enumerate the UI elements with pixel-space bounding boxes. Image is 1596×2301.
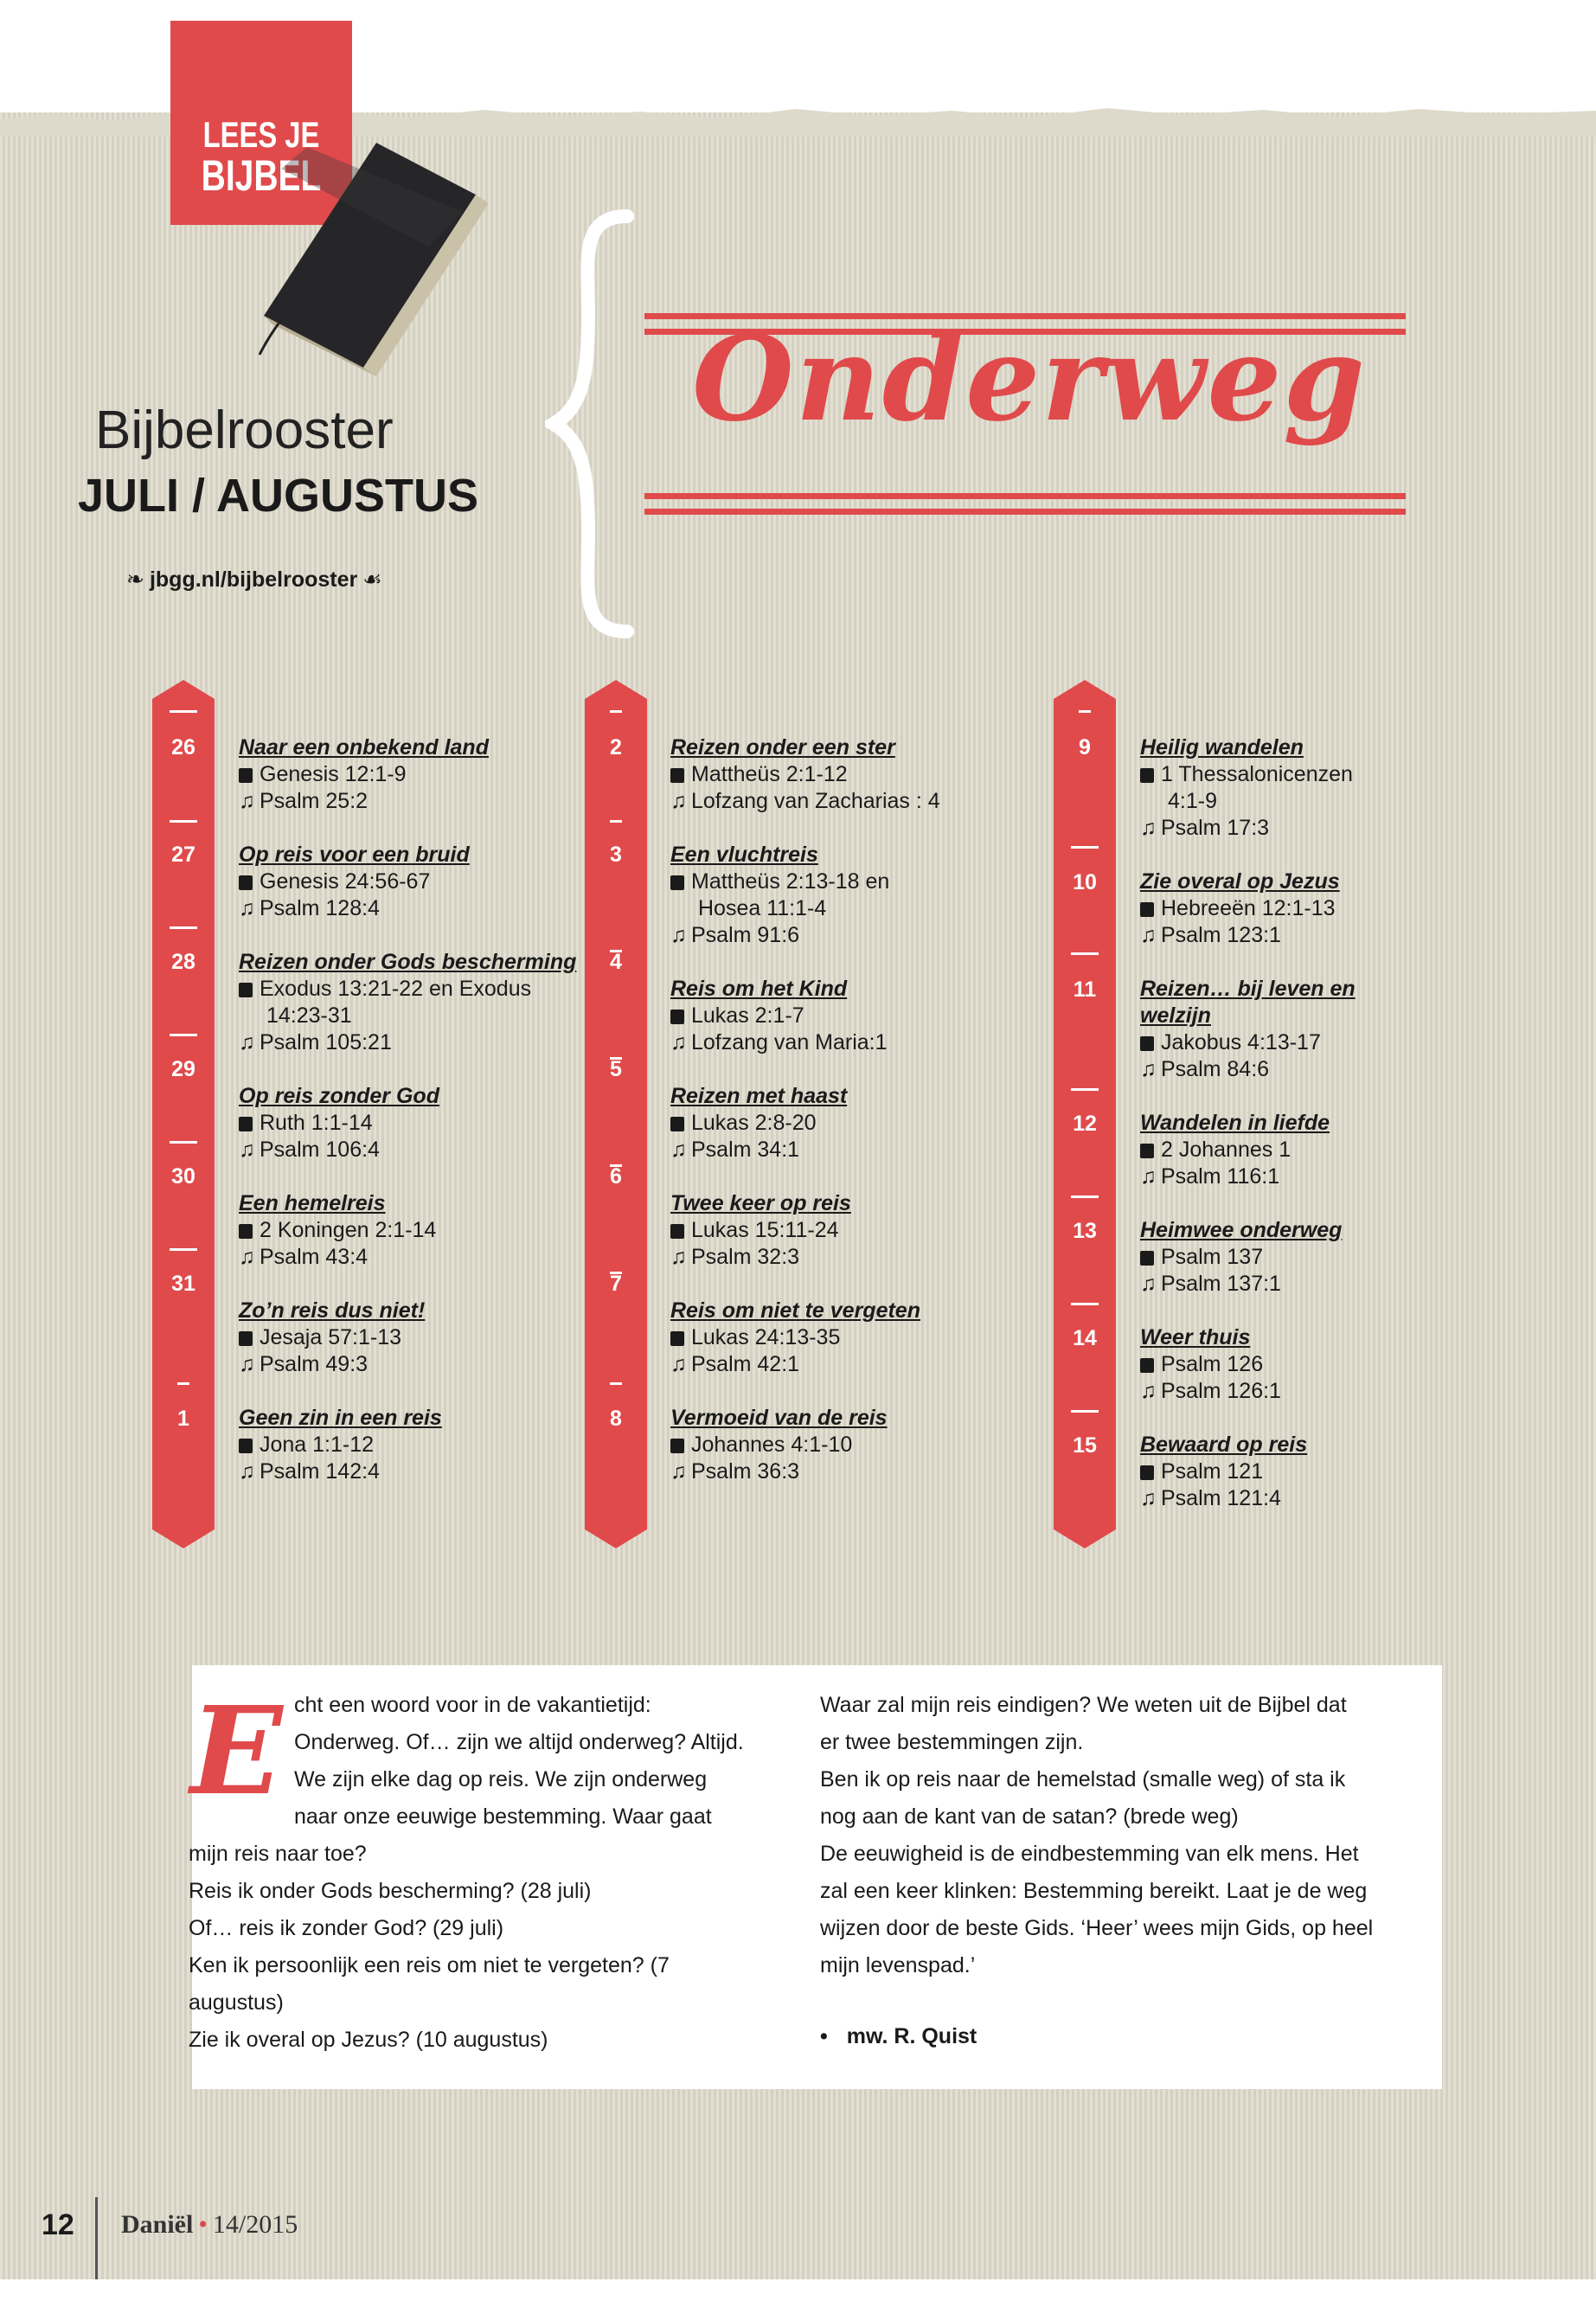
day-number: 29 [171, 1057, 195, 1081]
book-icon [670, 1224, 684, 1239]
schedule-entry [1140, 1217, 1342, 1298]
drop-cap: E [190, 1681, 283, 1823]
music-note-icon: ♫ [239, 896, 255, 920]
day-number: 15 [1073, 1433, 1097, 1458]
schedule-entry [239, 1298, 425, 1378]
day-divider [170, 1034, 197, 1036]
day-number: 3 [610, 843, 622, 867]
entry-reading: Psalm 121 [1161, 1459, 1264, 1484]
entry-title: Een vluchtreis [670, 843, 818, 867]
day-divider [610, 710, 622, 713]
entry-reading: Lukas 2:8-20 [691, 1111, 817, 1135]
entry-title: Op reis zonder God [239, 1084, 439, 1108]
entry-song: Psalm 105:21 [260, 1030, 392, 1054]
day-divider [170, 926, 197, 929]
entry-song: Psalm 123:1 [1161, 923, 1281, 947]
curly-brace-decoration [545, 208, 640, 640]
title-rule-bottom-1 [644, 493, 1406, 499]
schedule-entry [239, 1190, 436, 1271]
day-number: 9 [1079, 735, 1091, 760]
entry-title: Bewaard op reis [1140, 1433, 1308, 1457]
music-note-icon: ♫ [670, 1352, 687, 1376]
book-icon [670, 1009, 684, 1024]
day-number: 14 [1073, 1326, 1097, 1350]
entry-reading: Genesis 12:1-9 [260, 762, 407, 786]
entry-reading: Psalm 137 [1161, 1245, 1264, 1269]
entry-title: Geen zin in een reis [239, 1406, 442, 1430]
entry-title: Zie overal op Jezus [1140, 869, 1340, 894]
article-column-1 [189, 1681, 760, 2059]
music-note-icon: ♫ [670, 1030, 687, 1054]
article-line: Reis ik onder Gods bescherming? (28 juli) [189, 1879, 592, 1903]
entry-title: Reizen met haast [670, 1084, 848, 1108]
entry-reading: Ruth 1:1-14 [260, 1111, 373, 1135]
entry-reading: Psalm 126 [1161, 1352, 1264, 1376]
entry-title: Reis om het Kind [670, 977, 848, 1001]
article-author [820, 2024, 977, 2049]
author-name: mw. R. Quist [846, 2024, 977, 2048]
entry-reading: Mattheüs 2:13-18 en [691, 869, 890, 894]
book-icon [670, 1439, 684, 1453]
theme-title: Onderweg [692, 310, 1367, 447]
entry-reading: Genesis 24:56-67 [260, 869, 431, 894]
article-line: Zie ik overal op Jezus? (10 augustus) [189, 2028, 548, 2052]
ribbon-line-1: LEES JE [202, 114, 320, 155]
schedule-link-text: jbgg.nl/bijbelrooster [149, 567, 358, 592]
entry-song: Psalm 121:4 [1161, 1486, 1281, 1510]
day-number: 11 [1073, 977, 1097, 1002]
book-icon [1140, 1144, 1154, 1158]
schedule-entry [670, 1298, 920, 1378]
entry-title: Op reis voor een bruid [239, 843, 470, 867]
book-icon [1140, 1358, 1154, 1373]
music-note-icon: ♫ [1140, 1379, 1157, 1403]
entry-title: Zo’n reis dus niet! [239, 1298, 426, 1323]
entry-song: Psalm 91:6 [691, 923, 800, 947]
page-title: Bijbelrooster [95, 401, 394, 460]
day-bar-august-2 [1054, 699, 1116, 1529]
article-line: cht een woord voor in de vakantietijd: [294, 1693, 651, 1717]
music-note-icon: ♫ [1140, 1164, 1157, 1189]
article-line: er twee bestemmingen zijn. [820, 1730, 1084, 1754]
article-line: mijn reis naar toe? [189, 1842, 367, 1866]
schedule-entry [670, 1190, 851, 1271]
entry-reading: 2 Johannes 1 [1161, 1138, 1292, 1162]
article-line: Waar zal mijn reis eindigen? We weten uit de Bijbel dat [820, 1693, 1347, 1717]
schedule-entry [1140, 1324, 1281, 1405]
title-rule-bottom-2 [644, 509, 1406, 515]
entry-reading: Mattheüs 2:1-12 [691, 762, 848, 786]
book-icon [670, 875, 684, 890]
article-line: Of… reis ik zonder God? (29 juli) [189, 1916, 504, 1940]
book-icon [1140, 902, 1154, 917]
music-note-icon: ♫ [670, 1245, 687, 1269]
schedule-entry [239, 1083, 439, 1163]
page-number: 12 [42, 2208, 74, 2241]
entry-title: Een hemelreis [239, 1191, 386, 1215]
day-number: 1 [177, 1407, 189, 1431]
day-divider [170, 1141, 197, 1144]
music-note-icon: ♫ [239, 1245, 255, 1269]
entry-song: Psalm 17:3 [1161, 816, 1270, 840]
music-note-icon: ♫ [239, 1030, 255, 1054]
day-number: 10 [1073, 870, 1097, 894]
entry-title: Vermoeid van de reis [670, 1406, 888, 1430]
schedule-link[interactable] [121, 567, 388, 593]
book-icon [670, 1331, 684, 1346]
music-note-icon: ♫ [670, 923, 687, 947]
book-icon [1140, 1036, 1154, 1051]
music-note-icon: ♫ [1140, 816, 1157, 840]
day-number: 27 [171, 843, 195, 867]
music-note-icon: ♫ [1140, 1057, 1157, 1081]
music-note-icon: ♫ [670, 789, 687, 813]
entry-song: Psalm 36:3 [691, 1459, 800, 1484]
entry-reading: Lukas 15:11-24 [691, 1218, 839, 1242]
entry-title-continued: welzijn [1140, 1003, 1211, 1028]
schedule-entry [670, 976, 888, 1056]
entry-title: Reizen onder een ster [670, 735, 895, 760]
article-line: Ben ik op reis naar de hemelstad (smalle weg) of sta ik [820, 1767, 1346, 1791]
book-icon [1140, 768, 1154, 783]
day-number: 26 [171, 735, 195, 760]
entry-reading-continued: Hosea 11:1-4 [698, 896, 827, 920]
ornament-left-icon: ❧ [126, 567, 144, 592]
book-icon [239, 875, 253, 890]
music-note-icon: ♫ [1140, 923, 1157, 947]
book-icon [670, 1117, 684, 1131]
music-note-icon: ♫ [1140, 1272, 1157, 1296]
music-note-icon: ♫ [239, 1352, 255, 1376]
day-number: 8 [610, 1407, 622, 1431]
schedule-entry [670, 1083, 847, 1163]
entry-song: Psalm 137:1 [1161, 1272, 1281, 1296]
schedule-entry [1140, 734, 1353, 842]
music-note-icon: ♫ [239, 1459, 255, 1484]
music-note-icon: ♫ [670, 1138, 687, 1162]
entry-reading: Johannes 4:1-10 [691, 1433, 853, 1457]
article-line: zal een keer klinken: Bestemming bereikt. Laat je de weg [820, 1879, 1368, 1903]
music-note-icon: ♫ [239, 1138, 255, 1162]
day-number: 2 [610, 735, 622, 760]
day-divider [170, 820, 197, 823]
article-line: We zijn elke dag op reis. We zijn onderweg [294, 1767, 708, 1791]
day-number: 4 [610, 950, 622, 974]
page-subtitle: JULI / AUGUSTUS [78, 470, 479, 522]
music-note-icon: ♫ [1140, 1486, 1157, 1510]
music-note-icon: ♫ [670, 1459, 687, 1484]
bible-book-image [255, 143, 497, 394]
entry-song: Psalm 128:4 [260, 896, 380, 920]
article-line: mijn levenspad.’ [820, 1953, 976, 1977]
entry-title: Heimwee onderweg [1140, 1218, 1343, 1242]
book-icon [670, 768, 684, 783]
book-icon [1140, 1251, 1154, 1266]
book-icon [239, 1439, 253, 1453]
schedule-entry [1140, 868, 1340, 949]
day-number: 30 [171, 1164, 195, 1189]
entry-song: Psalm 43:4 [260, 1245, 369, 1269]
magazine-name: Daniël [121, 2210, 194, 2239]
entry-title: Reizen… bij leven en [1140, 977, 1356, 1001]
entry-title: Wandelen in liefde [1140, 1111, 1330, 1135]
article-line: wijzen door de beste Gids. ‘Heer’ wees mijn Gids, op heel [820, 1916, 1374, 1940]
article-line: Onderweg. Of… zijn we altijd onderweg? Altijd. [294, 1730, 744, 1754]
article-line: naar onze eeuwige bestemming. Waar gaat [294, 1804, 712, 1829]
day-number: 12 [1073, 1112, 1097, 1136]
entry-reading: Lukas 24:13-35 [691, 1325, 841, 1349]
entry-song: Psalm 34:1 [691, 1138, 800, 1162]
footer-divider [95, 2197, 98, 2279]
schedule-entry [1140, 1432, 1307, 1512]
entry-song: Psalm 25:2 [260, 789, 369, 813]
entry-reading-continued: 14:23-31 [266, 1003, 352, 1028]
day-bar-august-1 [585, 699, 647, 1529]
day-number: 31 [171, 1272, 195, 1296]
entry-reading-continued: 4:1-9 [1168, 789, 1217, 813]
day-number: 7 [610, 1272, 622, 1296]
entry-song: Psalm 32:3 [691, 1245, 800, 1269]
ornament-right-icon: ☙ [362, 567, 382, 592]
day-number: 5 [610, 1057, 622, 1081]
entry-reading: 1 Thessalonicenzen [1161, 762, 1353, 786]
day-divider [177, 1382, 189, 1385]
entry-title: Reis om niet te vergeten [670, 1298, 920, 1323]
entry-reading: 2 Koningen 2:1-14 [260, 1218, 437, 1242]
schedule-entry [670, 842, 889, 949]
schedule-entry [239, 1405, 442, 1485]
schedule-entry [670, 1405, 888, 1485]
entry-song: Psalm 106:4 [260, 1138, 380, 1162]
schedule-entry [239, 949, 576, 1056]
article-line: Ken ik persoonlijk een reis om niet te vergeten? (7 [189, 1953, 670, 1977]
footer-bullet: • [198, 2210, 208, 2239]
book-icon [239, 768, 253, 783]
entry-reading: Jona 1:1-12 [260, 1433, 375, 1457]
entry-song: Psalm 49:3 [260, 1352, 369, 1376]
day-divider [170, 1248, 197, 1251]
book-icon [1140, 1465, 1154, 1480]
day-divider [610, 820, 622, 823]
footer-magazine [121, 2210, 298, 2240]
article-line: nog aan de kant van de satan? (brede weg) [820, 1804, 1239, 1829]
schedule-entry [239, 734, 489, 815]
schedule-entry [1140, 976, 1356, 1083]
day-divider [1071, 1410, 1099, 1413]
entry-title: Weer thuis [1140, 1325, 1251, 1349]
day-number: 28 [171, 950, 195, 974]
entry-song: Psalm 142:4 [260, 1459, 380, 1484]
entry-reading: Jesaja 57:1-13 [260, 1325, 402, 1349]
day-divider [1071, 952, 1099, 955]
day-bar-july [152, 699, 215, 1529]
schedule-entry [239, 842, 470, 922]
entry-title: Heilig wandelen [1140, 735, 1304, 760]
entry-song: Psalm 126:1 [1161, 1379, 1281, 1403]
entry-title: Naar een onbekend land [239, 735, 489, 760]
entry-reading: Exodus 13:21-22 en Exodus [260, 977, 532, 1001]
day-divider [170, 710, 197, 713]
entry-reading: Lukas 2:1-7 [691, 1003, 804, 1028]
entry-reading: Hebreeën 12:1-13 [1161, 896, 1336, 920]
schedule-entry [1140, 1110, 1330, 1190]
entry-song: Psalm 116:1 [1161, 1164, 1280, 1189]
entry-title: Reizen onder Gods bescherming [239, 950, 577, 974]
book-icon [239, 1117, 253, 1131]
entry-title: Twee keer op reis [670, 1191, 851, 1215]
day-divider [1071, 1195, 1099, 1198]
schedule-entry [670, 734, 940, 815]
ribbon-line-2: BIJBEL [201, 151, 322, 200]
day-number: 13 [1073, 1219, 1097, 1243]
article-line: De eeuwigheid is de eindbestemming van elk mens. Het [820, 1842, 1359, 1866]
article-line: augustus) [189, 1990, 284, 2015]
entry-song: Lofzang van Maria:1 [691, 1030, 888, 1054]
issue-number: 14/2015 [212, 2210, 298, 2239]
day-divider [610, 1382, 622, 1385]
entry-song: Psalm 42:1 [691, 1352, 800, 1376]
entry-song: Psalm 84:6 [1161, 1057, 1270, 1081]
day-divider [1071, 1303, 1099, 1305]
entry-reading: Jakobus 4:13-17 [1161, 1030, 1321, 1054]
day-divider [1071, 1088, 1099, 1091]
book-icon [239, 983, 253, 997]
day-number: 6 [610, 1164, 622, 1189]
book-icon [239, 1224, 253, 1239]
day-divider [1071, 846, 1099, 849]
article-column-2 [820, 1687, 1417, 1984]
book-icon [239, 1331, 253, 1346]
day-divider [1079, 710, 1091, 713]
music-note-icon: ♫ [239, 789, 255, 813]
author-bullet: • [820, 2024, 828, 2048]
entry-song: Lofzang van Zacharias : 4 [691, 789, 940, 813]
